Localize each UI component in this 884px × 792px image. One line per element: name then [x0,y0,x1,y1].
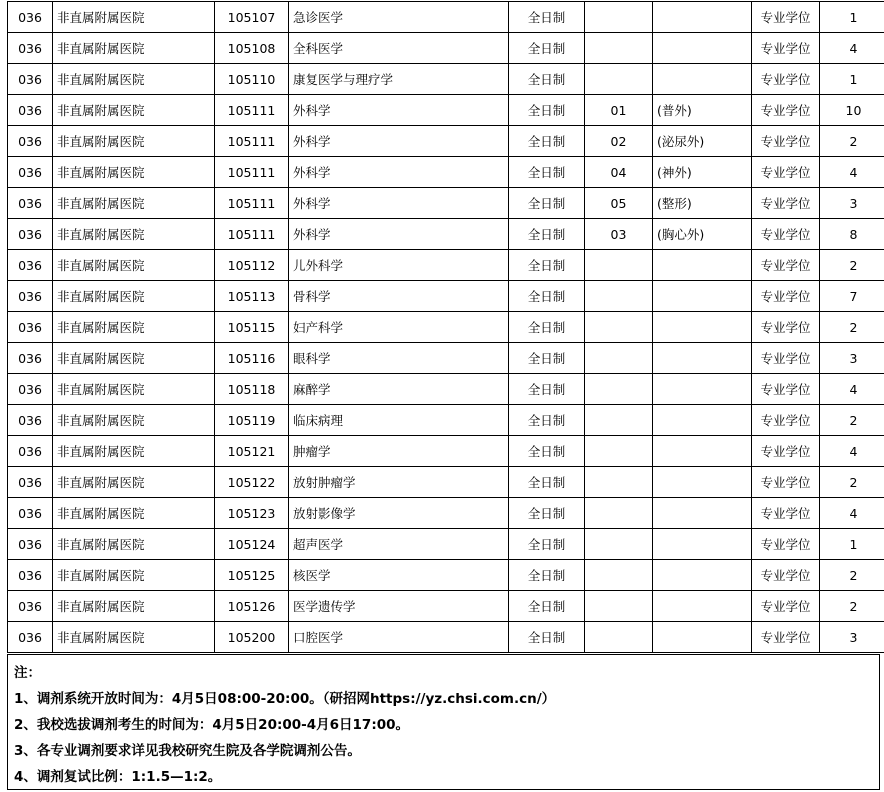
study-mode-cell: 全日制 [509,436,585,467]
unit-name-cell: 非直属附属医院 [53,374,215,405]
quota-cell: 2 [820,467,884,498]
major-name-cell: 儿外科学 [289,250,509,281]
note-item-2: 2、我校选拔调剂考生的时间为：4月5日20:00-4月6日17:00。 [14,717,410,733]
table-row [8,405,884,436]
quota-cell: 2 [820,560,884,591]
degree-type-cell: 专业学位 [752,498,820,529]
study-mode-cell: 全日制 [509,126,585,157]
degree-type-cell: 专业学位 [752,436,820,467]
degree-type-cell: 专业学位 [752,33,820,64]
quota-cell: 4 [820,157,884,188]
study-mode-cell: 全日制 [509,560,585,591]
unit-name-cell: 非直属附属医院 [53,219,215,250]
table-row [8,343,884,374]
unit-code-cell: 036 [8,250,53,281]
direction-code-cell: 05 [585,188,653,219]
degree-type-cell: 专业学位 [752,219,820,250]
quota-cell: 4 [820,374,884,405]
quota-cell: 2 [820,126,884,157]
unit-name-cell: 非直属附属医院 [53,2,215,33]
direction-name-cell [653,2,752,33]
major-name-cell: 眼科学 [289,343,509,374]
unit-name-cell: 非直属附属医院 [53,436,215,467]
major-code-cell: 105125 [215,560,289,591]
table-row [8,126,884,157]
direction-code-cell [585,374,653,405]
major-name-cell: 妇产科学 [289,312,509,343]
major-name-cell: 外科学 [289,157,509,188]
study-mode-cell: 全日制 [509,529,585,560]
direction-code-cell [585,312,653,343]
table-row [8,591,884,622]
degree-type-cell: 专业学位 [752,405,820,436]
direction-name-cell [653,529,752,560]
table-row [8,33,884,64]
major-code-cell: 105123 [215,498,289,529]
direction-code-cell [585,33,653,64]
study-mode-cell: 全日制 [509,622,585,653]
major-name-cell: 急诊医学 [289,2,509,33]
unit-name-cell: 非直属附属医院 [53,405,215,436]
study-mode-cell: 全日制 [509,250,585,281]
direction-name-cell [653,250,752,281]
unit-name-cell: 非直属附属医院 [53,33,215,64]
direction-name-cell: (神外) [653,157,752,188]
direction-name-cell [653,343,752,374]
unit-name-cell: 非直属附属医院 [53,467,215,498]
unit-code-cell: 036 [8,219,53,250]
degree-type-cell: 专业学位 [752,374,820,405]
direction-code-cell [585,343,653,374]
study-mode-cell: 全日制 [509,64,585,95]
direction-code-cell [585,250,653,281]
study-mode-cell: 全日制 [509,219,585,250]
major-name-cell: 放射肿瘤学 [289,467,509,498]
unit-code-cell: 036 [8,343,53,374]
unit-code-cell: 036 [8,281,53,312]
note-item-1: 1、调剂系统开放时间为：4月5日08:00-20:00。（研招网https://yz.chsi.com.cn/） [14,691,556,707]
major-code-cell: 105121 [215,436,289,467]
unit-code-cell: 036 [8,560,53,591]
degree-type-cell: 专业学位 [752,467,820,498]
quota-cell: 1 [820,529,884,560]
direction-code-cell: 04 [585,157,653,188]
major-code-cell: 105111 [215,157,289,188]
direction-name-cell [653,33,752,64]
degree-type-cell: 专业学位 [752,64,820,95]
major-code-cell: 105118 [215,374,289,405]
unit-name-cell: 非直属附属医院 [53,250,215,281]
table-row [8,250,884,281]
degree-type-cell: 专业学位 [752,281,820,312]
direction-code-cell: 02 [585,126,653,157]
direction-name-cell [653,622,752,653]
major-name-cell: 麻醉学 [289,374,509,405]
unit-code-cell: 036 [8,64,53,95]
direction-code-cell [585,64,653,95]
unit-name-cell: 非直属附属医院 [53,157,215,188]
table-row [8,467,884,498]
degree-type-cell: 专业学位 [752,343,820,374]
table-row [8,498,884,529]
major-code-cell: 105122 [215,467,289,498]
table-row [8,157,884,188]
major-code-cell: 105108 [215,33,289,64]
direction-code-cell [585,405,653,436]
degree-type-cell: 专业学位 [752,622,820,653]
direction-code-cell [585,560,653,591]
quota-cell: 3 [820,343,884,374]
study-mode-cell: 全日制 [509,33,585,64]
major-name-cell: 骨科学 [289,281,509,312]
quota-cell: 4 [820,33,884,64]
unit-name-cell: 非直属附属医院 [53,343,215,374]
table-row [8,560,884,591]
degree-type-cell: 专业学位 [752,250,820,281]
major-name-cell: 临床病理 [289,405,509,436]
unit-code-cell: 036 [8,591,53,622]
unit-name-cell: 非直属附属医院 [53,188,215,219]
direction-name-cell [653,405,752,436]
quota-cell: 8 [820,219,884,250]
major-code-cell: 105115 [215,312,289,343]
degree-type-cell: 专业学位 [752,95,820,126]
direction-name-cell [653,560,752,591]
major-name-cell: 核医学 [289,560,509,591]
unit-code-cell: 036 [8,498,53,529]
degree-type-cell: 专业学位 [752,157,820,188]
unit-code-cell: 036 [8,126,53,157]
direction-code-cell: 03 [585,219,653,250]
unit-name-cell: 非直属附属医院 [53,95,215,126]
quota-cell: 4 [820,436,884,467]
notes-title: 注： [14,665,41,681]
degree-type-cell: 专业学位 [752,2,820,33]
major-code-cell: 105110 [215,64,289,95]
study-mode-cell: 全日制 [509,312,585,343]
major-name-cell: 外科学 [289,188,509,219]
degree-type-cell: 专业学位 [752,126,820,157]
study-mode-cell: 全日制 [509,498,585,529]
direction-code-cell [585,467,653,498]
direction-name-cell [653,374,752,405]
unit-code-cell: 036 [8,467,53,498]
quota-cell: 10 [820,95,884,126]
unit-name-cell: 非直属附属医院 [53,64,215,95]
unit-code-cell: 036 [8,405,53,436]
study-mode-cell: 全日制 [509,2,585,33]
major-name-cell: 外科学 [289,219,509,250]
major-name-cell: 外科学 [289,126,509,157]
study-mode-cell: 全日制 [509,374,585,405]
direction-code-cell [585,591,653,622]
unit-code-cell: 036 [8,312,53,343]
direction-name-cell [653,281,752,312]
unit-code-cell: 036 [8,188,53,219]
notes-box [7,654,880,790]
unit-code-cell: 036 [8,157,53,188]
unit-code-cell: 036 [8,95,53,126]
major-name-cell: 康复医学与理疗学 [289,64,509,95]
quota-cell: 7 [820,281,884,312]
direction-name-cell [653,64,752,95]
quota-cell: 3 [820,188,884,219]
direction-code-cell [585,498,653,529]
table-row [8,529,884,560]
unit-name-cell: 非直属附属医院 [53,312,215,343]
note-item-4: 4、调剂复试比例：1:1.5—1:2。 [14,769,222,785]
major-code-cell: 105111 [215,95,289,126]
major-code-cell: 105124 [215,529,289,560]
study-mode-cell: 全日制 [509,188,585,219]
direction-code-cell [585,436,653,467]
major-name-cell: 肿瘤学 [289,436,509,467]
unit-name-cell: 非直属附属医院 [53,126,215,157]
direction-name-cell [653,467,752,498]
study-mode-cell: 全日制 [509,95,585,126]
major-name-cell: 全科医学 [289,33,509,64]
direction-code-cell [585,529,653,560]
unit-code-cell: 036 [8,374,53,405]
table-body [8,2,884,653]
quota-cell: 2 [820,250,884,281]
unit-code-cell: 036 [8,436,53,467]
direction-name-cell: (泌尿外) [653,126,752,157]
study-mode-cell: 全日制 [509,157,585,188]
direction-name-cell: (胸心外) [653,219,752,250]
degree-type-cell: 专业学位 [752,560,820,591]
major-code-cell: 105112 [215,250,289,281]
degree-type-cell: 专业学位 [752,188,820,219]
table-row [8,622,884,653]
study-mode-cell: 全日制 [509,343,585,374]
quota-cell: 2 [820,312,884,343]
major-code-cell: 105200 [215,622,289,653]
quota-cell: 1 [820,64,884,95]
major-name-cell: 超声医学 [289,529,509,560]
table-row [8,64,884,95]
study-mode-cell: 全日制 [509,591,585,622]
unit-name-cell: 非直属附属医院 [53,560,215,591]
direction-name-cell [653,312,752,343]
degree-type-cell: 专业学位 [752,529,820,560]
quota-cell: 2 [820,405,884,436]
table-row [8,188,884,219]
direction-name-cell: (普外) [653,95,752,126]
direction-code-cell: 01 [585,95,653,126]
major-code-cell: 105111 [215,188,289,219]
major-name-cell: 外科学 [289,95,509,126]
major-name-cell: 放射影像学 [289,498,509,529]
major-name-cell: 医学遗传学 [289,591,509,622]
table-row [8,281,884,312]
admission-table [7,1,884,653]
direction-name-cell: (整形) [653,188,752,219]
direction-code-cell [585,622,653,653]
study-mode-cell: 全日制 [509,467,585,498]
degree-type-cell: 专业学位 [752,312,820,343]
unit-name-cell: 非直属附属医院 [53,281,215,312]
table-row [8,95,884,126]
study-mode-cell: 全日制 [509,405,585,436]
major-code-cell: 105126 [215,591,289,622]
table-row [8,219,884,250]
direction-code-cell [585,281,653,312]
quota-cell: 4 [820,498,884,529]
major-name-cell: 口腔医学 [289,622,509,653]
study-mode-cell: 全日制 [509,281,585,312]
unit-code-cell: 036 [8,2,53,33]
major-code-cell: 105111 [215,126,289,157]
table-row [8,374,884,405]
unit-code-cell: 036 [8,622,53,653]
unit-name-cell: 非直属附属医院 [53,622,215,653]
unit-code-cell: 036 [8,33,53,64]
table-row [8,312,884,343]
note-item-3: 3、各专业调剂要求详见我校研究生院及各学院调剂公告。 [14,743,361,759]
major-code-cell: 105119 [215,405,289,436]
major-code-cell: 105107 [215,2,289,33]
direction-code-cell [585,2,653,33]
degree-type-cell: 专业学位 [752,591,820,622]
direction-name-cell [653,436,752,467]
quota-cell: 3 [820,622,884,653]
unit-name-cell: 非直属附属医院 [53,529,215,560]
major-code-cell: 105111 [215,219,289,250]
direction-name-cell [653,591,752,622]
unit-code-cell: 036 [8,529,53,560]
quota-cell: 2 [820,591,884,622]
direction-name-cell [653,498,752,529]
major-code-cell: 105113 [215,281,289,312]
table-row [8,2,884,33]
table-row [8,436,884,467]
quota-cell: 1 [820,2,884,33]
unit-name-cell: 非直属附属医院 [53,498,215,529]
major-code-cell: 105116 [215,343,289,374]
unit-name-cell: 非直属附属医院 [53,591,215,622]
